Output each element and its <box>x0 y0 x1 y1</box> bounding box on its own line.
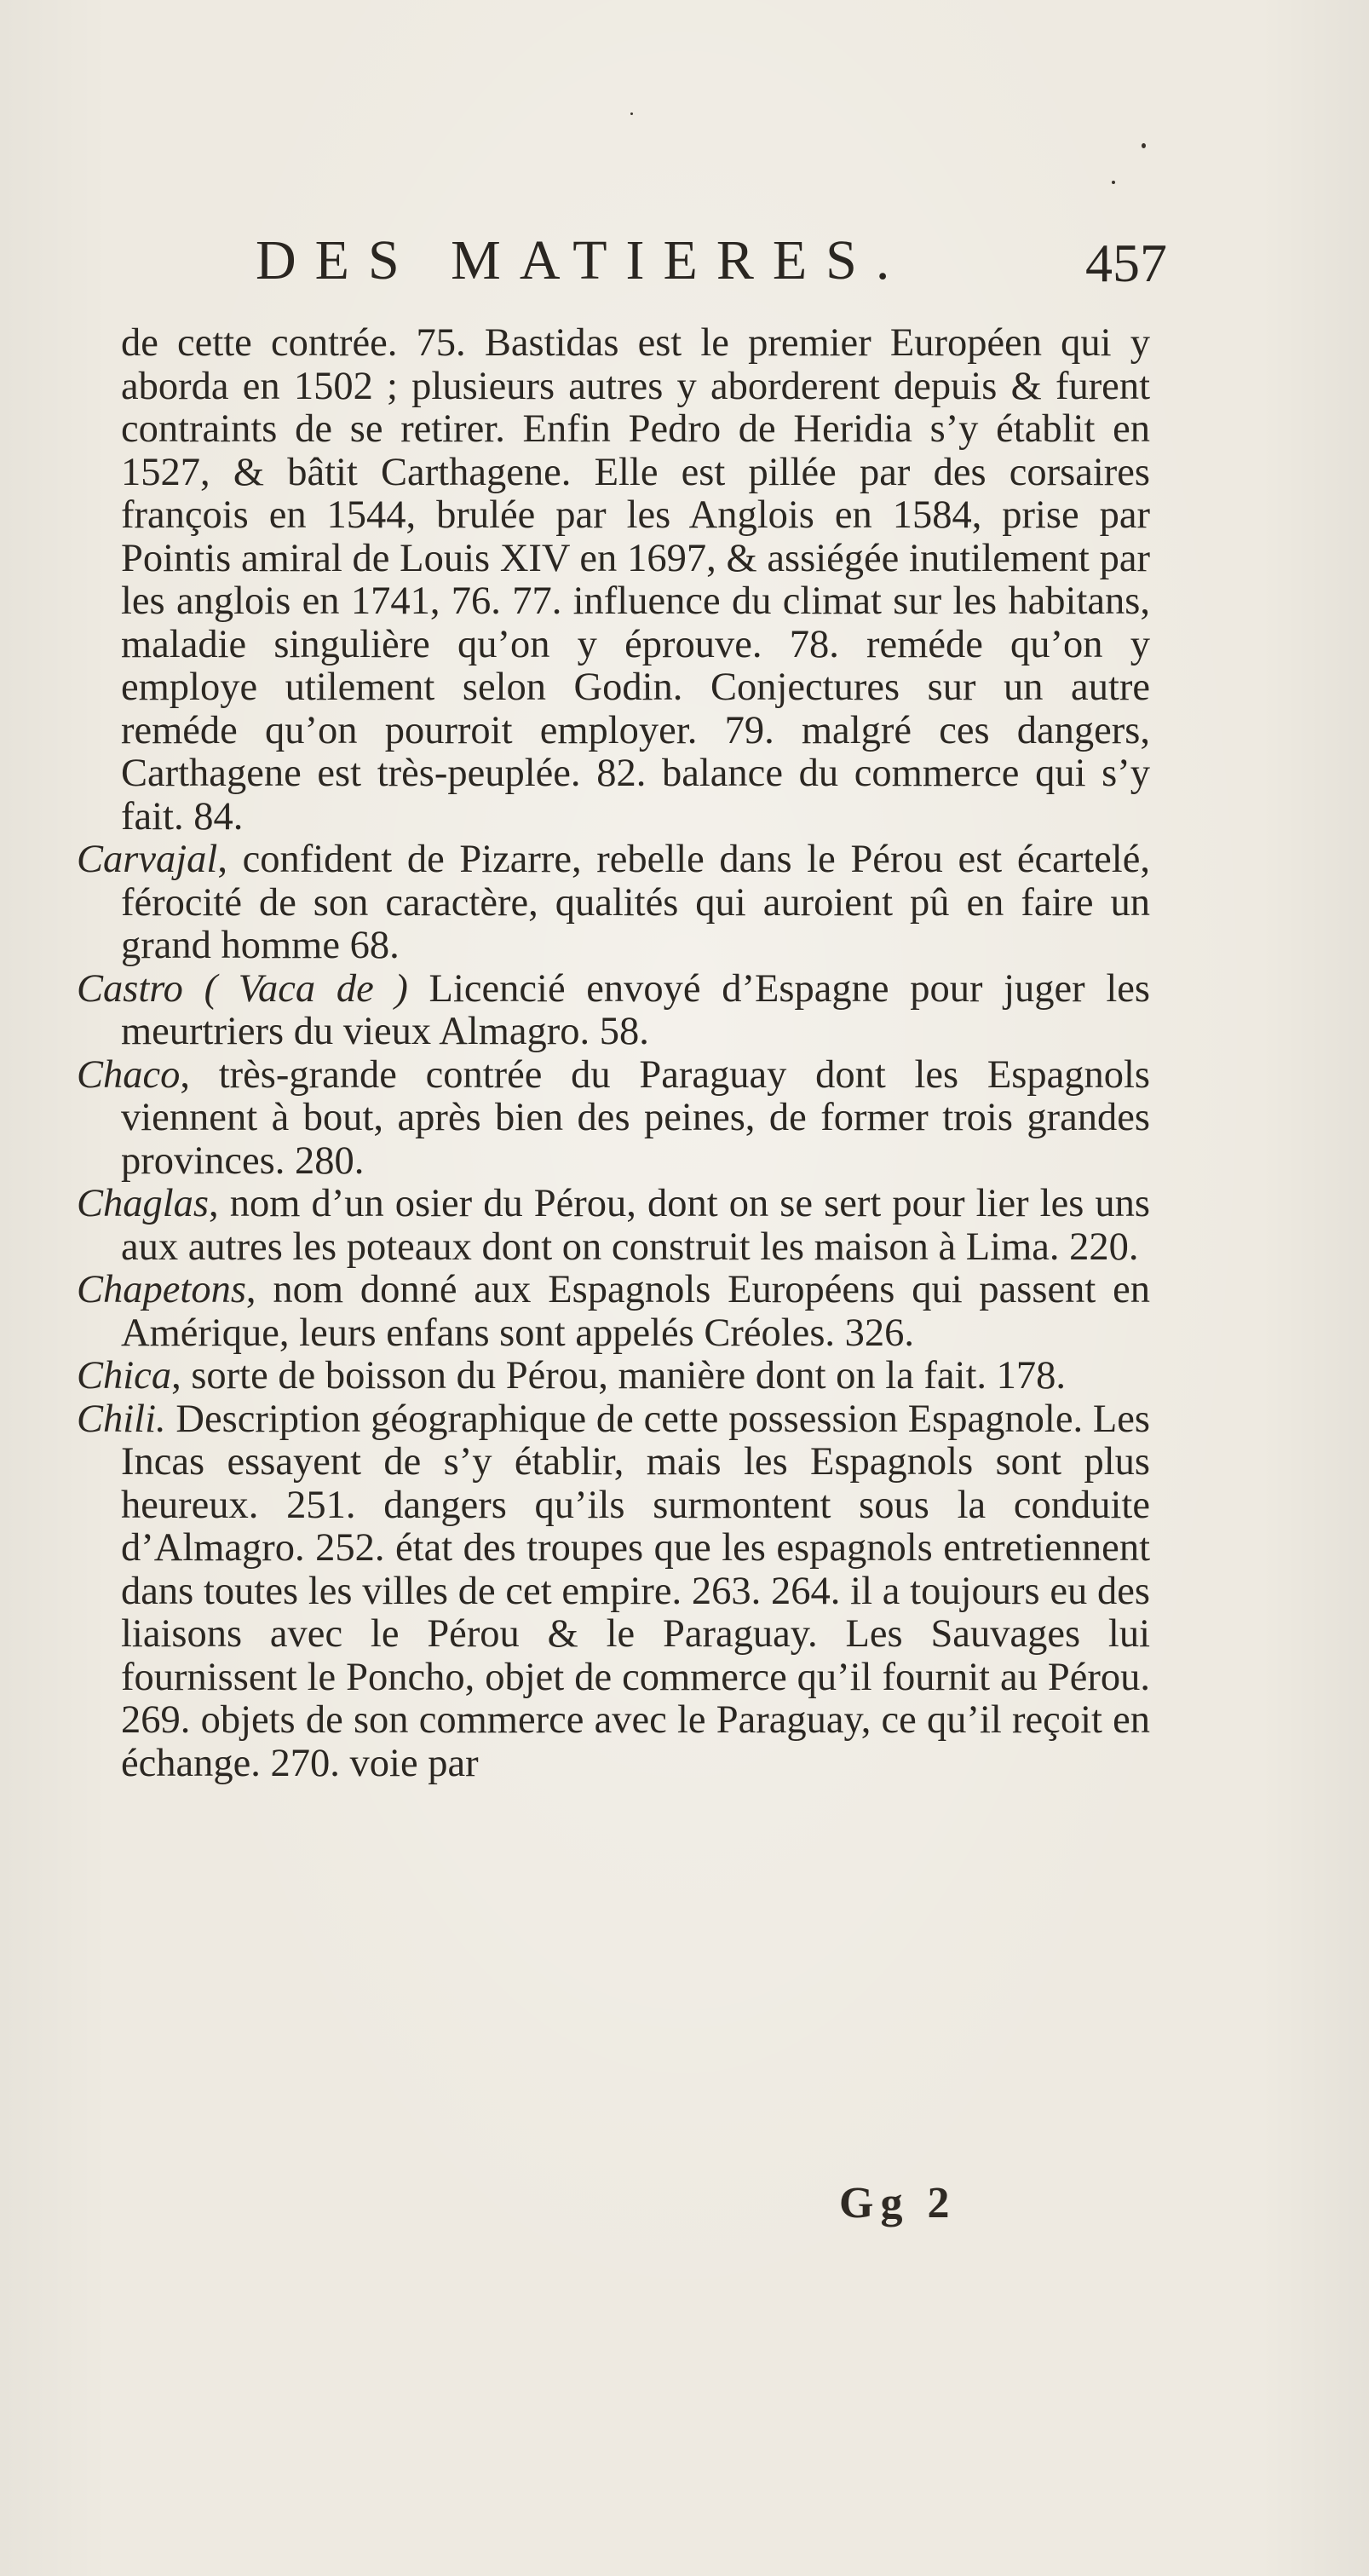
index-body <box>77 322 1150 1785</box>
entry-text: , nom donné aux Espagnols Européens qui passent en Amérique, leurs enfans sont appelés Créoles. 326. <box>121 1268 1150 1355</box>
entry-term: Chica <box>77 1354 172 1397</box>
index-entry-continuation <box>77 322 1150 838</box>
entry-text: , sorte de boisson du Pérou, manière dont on la fait. 178. <box>171 1354 1067 1397</box>
entry-term: Chili. <box>77 1397 166 1441</box>
running-title: DES MATIERES. <box>256 229 909 291</box>
entry-text: , confident de Pizarre, rebelle dans le Pérou est écartelé, férocité de son caractère, qualités qui auroient pû en faire un grand homme 68. <box>121 838 1150 967</box>
ink-speck <box>1142 143 1146 148</box>
entry-text: Description géographique de cette possession Espagnole. Les Incas essayent de s’y établir, mais les Espagnols sont plus heureux. 251. dangers qu’ils surmontent sous la conduite d’Almagro. 252. état des troupes que les espagnols entretiennent dans toutes les villes de cet empire. 263. 264. il a toujours eu des liaisons avec le Pérou & le Paraguay. Les Sauvages lui fournissent le Poncho, objet de commerce qu’il fournit au Pérou. 269. objets de son commerce avec le Paraguay, ce qu’il reçoit en échange. 270. voie par <box>121 1397 1150 1785</box>
index-entry-chaco <box>77 1054 1150 1184</box>
page-header <box>77 228 1167 305</box>
ink-speck <box>1112 181 1115 184</box>
ink-speck <box>630 112 633 115</box>
index-entry-chaglas <box>77 1183 1150 1269</box>
entry-term: Castro ( Vaca de ) <box>77 966 408 1011</box>
entry-term: Chaglas <box>77 1182 210 1225</box>
entry-text: , très-grande contrée du Paraguay dont les Espagnols viennent à bout, après bien des peines, de former trois grandes provinces. 280. <box>121 1052 1150 1183</box>
entry-text: de cette contrée. 75. Bastidas est le premier Européen qui y aborda en 1502 ; plusieurs autres y aborderent depuis & furent contraints de se retirer. Enfin Pedro de Heridia s’y établit en 1527, & bâtit Carthagene. Elle est pillée par des corsaires françois en 1544, brulée par les Anglois en 1584, prise par Pointis amiral de Louis XIV en 1697, & assiégée inutilement par les anglois en 1741, 76. 77. influence du climat sur les habitans, maladie singulière qu’on y éprouve. 78. reméde qu’on y employe utilement selon Godin. Conjectures sur un autre reméde qu’on pourroit employer. 79. malgré ces dangers, Carthagene est très-peuplée. 82. balance du commerce qui s’y fait. 84. <box>121 321 1150 838</box>
index-entry-carvajal <box>77 838 1150 968</box>
entry-term: Chaco <box>77 1052 181 1097</box>
entry-term: Carvajal <box>77 838 218 881</box>
index-entry-chili <box>77 1398 1150 1786</box>
entry-term: Chapetons <box>77 1268 246 1311</box>
entry-text: Licencié envoyé d’Espagne pour juger les meurtriers du vieux Almagro. 58. <box>121 966 1150 1053</box>
index-entry-castro <box>77 968 1150 1054</box>
index-entry-chapetons <box>77 1269 1150 1355</box>
signature-mark: Gg 2 <box>839 2179 957 2227</box>
page-number: 457 <box>1085 233 1167 293</box>
index-entry-chica <box>77 1355 1150 1398</box>
entry-text: , nom d’un osier du Pérou, dont on se sert pour lier les uns aux autres les poteaux dont on construit les maison à Lima. 220. <box>121 1182 1150 1269</box>
